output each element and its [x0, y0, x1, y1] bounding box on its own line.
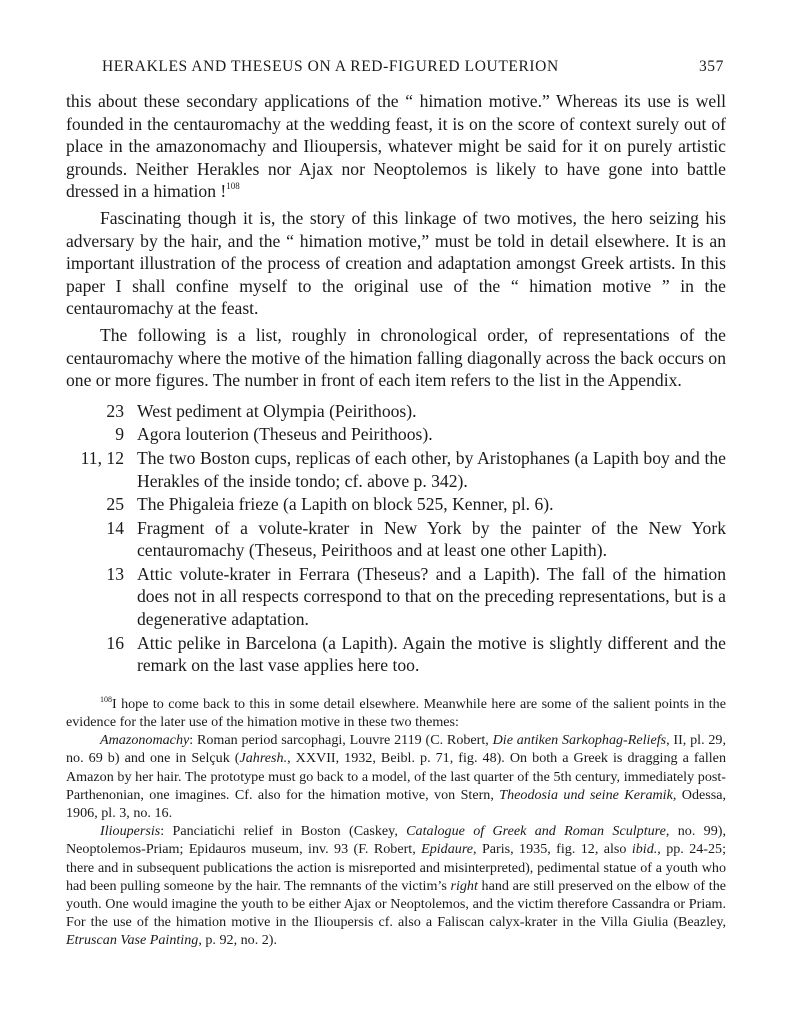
list-item-text: Attic volute-krater in Ferrara (Theseus? and a Lapith). The fall of the himation does not in all respects correspond to that on the preceding representations, but is a degenerative adaptation. — [137, 563, 726, 630]
paragraph-3: The following is a list, roughly in chronological order, of representations of the centauromachy where the motive of the himation falling diagonally across the back occurs on one or more figures. The number in front of each item refers to the list in the Appendix. — [66, 324, 726, 391]
citation-title: Etruscan Vase Painting — [66, 932, 199, 949]
ilioupersis-label: Ilioupersis — [100, 823, 161, 840]
citation-title: Jahresh. — [239, 750, 288, 767]
list-item-number: 11, 12 — [80, 447, 124, 468]
paragraph-1 — [66, 90, 726, 203]
running-header — [66, 56, 726, 82]
list-item-number: 23 — [106, 400, 124, 421]
paragraph-2: Fascinating though it is, the story of this linkage of two motives, the hero seizing his adversary by the hair, and the “ himation motive,” must be told in detail elsewhere. It is an important illustration of the process of creation and adaptation amongst Greek artists. In this paper I shall confine myself to the original use of the “ himation motive ” in the centauromachy at the feast. — [66, 207, 726, 319]
citation-title: Epidaure — [421, 841, 474, 858]
list-item — [66, 400, 726, 423]
list-item — [66, 632, 726, 677]
ilioupersis-text-5: hand are still preserved on the elbow of the youth. One would imagine the youth to be either Ajax or Neoptolemos, and the victim therefore Cassandra or Priam. For the use of the himation motive in the Ilioupersis cf. also a Faliscan calyx-krater in the Villa Giulia (Beazley, — [66, 877, 726, 931]
list-item-text: West pediment at Olympia (Peirithoos). — [137, 400, 417, 421]
list-item — [66, 423, 726, 446]
amazonomachy-text-1: : Roman period sarcophagi, Louvre 2119 (C. Robert, — [189, 732, 493, 749]
ilioupersis-text-4: , pp. 24-25; there and in subsequent publications the action is misreported and misinterpreted), pedimental statue of a youth who had been pulling someone by the hair. The remnants of the victim’s — [66, 841, 726, 894]
amazonomachy-text-3: , XXVII, 1932, Beibl. p. 71, fig. 48). On both a Greek is dragging a fallen Amazon by her hair. The prototype must go back to a model, of the last quarter of the 5th century, immediately post-Parthenonian, one imagines. Cf. also for the himation motive, von Stern, — [66, 750, 726, 803]
footnote-marker: 108 — [100, 694, 112, 704]
main-text — [66, 90, 726, 392]
list-item-text: The Phigaleia frieze (a Lapith on block 525, Kenner, pl. 6). — [137, 494, 554, 515]
footnote-amazonomachy — [66, 731, 726, 822]
amazonomachy-text-2: , II, pl. 29, no. 69 b) and one in Selçuk ( — [66, 732, 726, 767]
page — [66, 56, 726, 950]
citation-title: Catalogue of Greek and Roman Sculpture — [406, 823, 666, 840]
citation-title: ibid. — [631, 841, 658, 858]
footnote-108 — [66, 695, 726, 950]
footnote-ref-108[interactable]: 108 — [226, 181, 240, 192]
paragraph-1-text: this about these secondary applications of the “ himation motive.” Whereas its use is well founded in the centauromachy at the wedding feast, it is on the score of context surely out of place in the amazonomachy and Ilioupersis, whatever might be said for it on purely artistic grounds. Neither Herakles nor Ajax nor Neoptolemos is likely to have gone into battle dressed in a himation ! — [66, 91, 726, 202]
citation-title: Theodosia und seine Keramik — [499, 786, 673, 803]
citation-title: Die antiken Sarkophag-Reliefs — [492, 732, 667, 749]
list-item-number: 16 — [106, 632, 124, 653]
footnote-ilioupersis — [66, 822, 726, 949]
list-item — [66, 563, 726, 631]
list-item-number: 14 — [106, 517, 124, 538]
list-item — [66, 447, 726, 492]
list-item-text: Fragment of a volute-krater in New York by the painter of the New York centauromachy (Theseus, Peirithoos and at least one other Lapith). — [137, 517, 726, 561]
list-item-text: Attic pelike in Barcelona (a Lapith). Again the motive is slightly different and the remark on the last vase applies here too. — [137, 632, 726, 676]
list-item-number: 9 — [115, 424, 124, 445]
emphasis: right — [450, 877, 478, 894]
footnote-intro — [66, 695, 726, 731]
list-item-text: Agora louterion (Theseus and Peirithoos). — [137, 424, 433, 445]
list-item-number: 13 — [106, 563, 124, 584]
ilioupersis-text-6: , p. 92, no. 2). — [198, 932, 278, 949]
list-item — [66, 493, 726, 516]
amazonomachy-label: Amazonomachy — [100, 732, 190, 749]
footnote-intro-text: I hope to come back to this in some detail elsewhere. Meanwhile here are some of the salient points in the evidence for the later use of the himation motive in these two themes: — [66, 695, 726, 731]
list-item-text: The two Boston cups, replicas of each other, by Aristophanes (a Lapith boy and the Herakles of the inside tondo; cf. above p. 342). — [137, 447, 726, 491]
running-title: HERAKLES AND THESEUS ON A RED-FIGURED LOUTERION — [102, 58, 559, 75]
ilioupersis-text-1: : Panciatichi relief in Boston (Caskey, — [160, 823, 407, 840]
list-item — [66, 517, 726, 562]
amazonomachy-text-4: , Odessa, 1906, pl. 3, no. 16. — [66, 786, 727, 822]
ilioupersis-text-2: , no. 99), Neoptolemos-Priam; Epidauros museum, inv. 93 (F. Robert, — [66, 823, 726, 858]
ilioupersis-text-3: , Paris, 1935, fig. 12, also — [473, 841, 632, 858]
list-item-number: 25 — [106, 494, 124, 515]
representation-list — [66, 400, 726, 677]
page-number: 357 — [698, 58, 724, 75]
